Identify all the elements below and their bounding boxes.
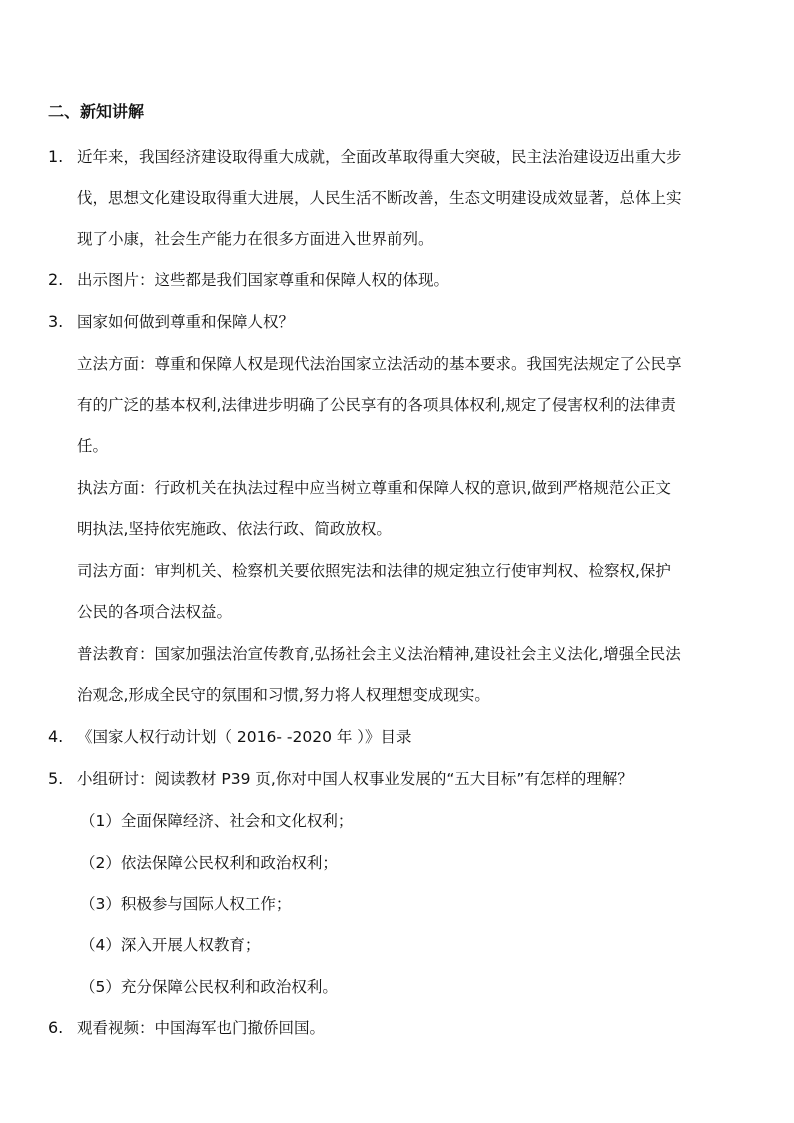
- goal-item-2: （2）依法保障公民权利和政治权利；: [80, 854, 338, 872]
- item-6-line-1: 观看视频：中国海军也门撤侨回国。: [77, 1019, 326, 1037]
- judiciary-line-2: 公民的各项合法权益。: [77, 603, 233, 621]
- legislation-line-1: 立法方面：尊重和保障人权是现代法治国家立法活动的基本要求。我国宪法规定了公民享: [77, 355, 682, 373]
- goal-item-4: （4）深入开展人权教育；: [80, 936, 261, 954]
- item-number-5: 5.: [48, 769, 64, 788]
- law-education-line-1: 普法教育：国家加强法治宣传教育,弘扬社会主义法治精神,建设社会主义法化,增强全民法: [77, 645, 681, 663]
- item-number-3: 3.: [48, 312, 64, 331]
- item-1-line-1: 近年来，我国经济建设取得重大成就，全面改革取得重大突破，民主法治建设迈出重大步: [77, 148, 682, 166]
- item-1-line-2: 伐，思想文化建设取得重大进展，人民生活不断改善，生态文明建设成效显著，总体上实: [77, 189, 682, 207]
- item-5-line-1: 小组研讨：阅读教材 P39 页,你对中国人权事业发展的“五大目标”有怎样的理解？: [77, 770, 633, 788]
- legislation-line-2: 有的广泛的基本权利,法律进步明确了公民享有的各项具体权利,规定了侵害权利的法律责: [77, 396, 676, 414]
- item-1-line-3: 现了小康，社会生产能力在很多方面进入世界前列。: [77, 230, 434, 248]
- item-number-4: 4.: [48, 727, 64, 746]
- enforcement-line-2: 明执法,坚持依宪施政、依法行政、简政放权。: [77, 520, 392, 538]
- goal-item-5: （5）充分保障公民权利和政治权利。: [80, 978, 338, 996]
- item-4-line-1: 《国家人权行动计划（ 2016- -2020 年 ）》目录: [77, 728, 412, 746]
- judiciary-line-1: 司法方面：审判机关、检察机关要依照宪法和法律的规定独立行使审判权、检察权,保护: [77, 562, 671, 580]
- item-3-line-1: 国家如何做到尊重和保障人权？: [77, 313, 295, 331]
- item-number-1: 1.: [48, 147, 64, 166]
- item-number-6: 6.: [48, 1018, 64, 1037]
- enforcement-line-1: 执法方面：行政机关在执法过程中应当树立尊重和保障人权的意识,做到严格规范公正文: [77, 479, 671, 497]
- item-2-line-1: 出示图片：这些都是我们国家尊重和保障人权的体现。: [77, 271, 450, 289]
- goal-item-3: （3）积极参与国际人权工作；: [80, 895, 292, 913]
- item-number-2: 2.: [48, 270, 64, 289]
- legislation-line-3: 任。: [77, 437, 109, 455]
- law-education-line-2: 治观念,形成全民守的氛围和习惯,努力将人权理想变成现实。: [77, 686, 490, 704]
- section-heading: 二、新知讲解: [48, 102, 145, 121]
- goal-item-1: （1）全面保障经济、社会和文化权利；: [80, 812, 354, 830]
